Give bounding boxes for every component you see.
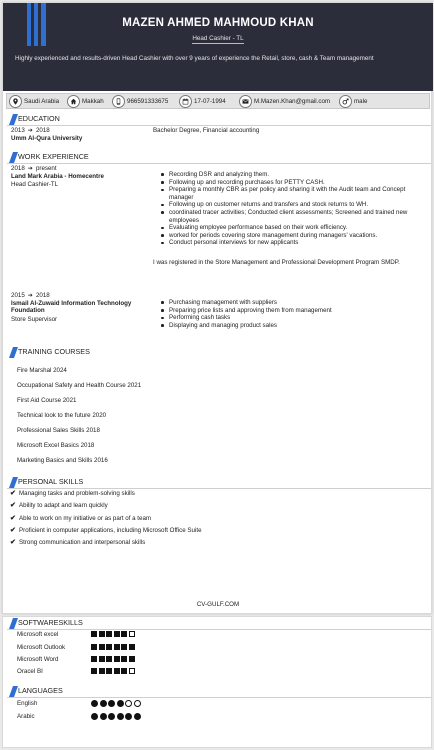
home-icon [67, 95, 80, 108]
rating-filled-marker [91, 656, 97, 662]
rating-empty-marker [125, 700, 132, 707]
rating-filled-marker [121, 644, 127, 650]
list-item: Conduct personal interviews for new applicants [153, 239, 423, 247]
section-languages-heading: LANGUAGES [7, 685, 431, 697]
rating-filled-marker [121, 631, 127, 637]
rating-filled-marker [108, 700, 115, 707]
email-icon [239, 95, 252, 108]
rating-filled-marker [121, 656, 127, 662]
software-skill-name: Microsoft Outlook [17, 644, 66, 651]
training-course: Marketing Basics and Skills 2016 [17, 457, 108, 464]
check-icon: ✔ [10, 527, 16, 534]
rating-filled-marker [106, 644, 112, 650]
education-dates: 2013 ➔ 2018 [11, 127, 50, 134]
list-item: Recording DSR and analyzing them. [153, 171, 423, 179]
rating-filled-marker [100, 713, 107, 720]
rating-filled-marker [117, 700, 124, 707]
resume-header [3, 3, 433, 91]
software-skill-name: Oracel BI [17, 668, 43, 675]
arrow-right-icon: ➔ [27, 127, 33, 134]
rating-filled-marker [91, 644, 97, 650]
job-duties-list [153, 299, 423, 329]
section-experience-heading: WORK EXPERIENCE [7, 151, 431, 163]
training-course: First Aid Course 2021 [17, 397, 77, 404]
gender-icon [339, 95, 352, 108]
rating-filled-marker [125, 713, 132, 720]
section-personal-skills-heading: PERSONAL SKILLS [7, 476, 431, 488]
rating-filled-marker [114, 668, 120, 674]
section-training-heading: TRAINING COURSES [7, 346, 431, 358]
rating-empty-marker [134, 700, 141, 707]
training-course: Microsoft Excel Basics 2018 [17, 442, 95, 449]
candidate-summary: Highly experienced and results-driven Head Cashier with over 9 years of experience the Retail, store, cash & Team management [15, 55, 374, 62]
phone-icon [112, 95, 125, 108]
software-skill-name: Microsoft Word [17, 656, 59, 663]
check-icon: ✔ [10, 539, 16, 546]
rating-filled-marker [99, 668, 105, 674]
list-item: Following up on customer returns and transfers and stock returns to WH. [153, 201, 423, 209]
section-education-heading: EDUCATION [7, 113, 431, 125]
rating-filled-marker [91, 713, 98, 720]
job-title: Head Cashier-TL [11, 181, 59, 188]
rating-filled-marker [134, 713, 141, 720]
resume-page-1: MAZEN AHMED MAHMOUD KHAN Head Cashier - TL Highly experienced and results-driven Head Cashier with over 9 years of experience the Retail, store, cash & Team management Saudi Arabia Makkah 966591333675 17-07-1994 M.Mazen.Khan@gmail.com male EDUCATION 2013 ➔ 2018 Umm Al-Qura University Bachelor Degree, Financial accounting WORK EXPERIENCE 2018 ➔ present Land Mark Arabia - Homecentre Head Cashier-TL Recording DSR and analyzing them. Following up and recording purchases for PETTY CASH. Preparing a monthly CBR as per policy and sharing it with the Audit team and Concept manager Following up on customer returns and transfers and stock returns to WH. coordinated tracer activities; Conducted client assessments; Screened and trained new employees Evaluating employee performance based on their work efficiency. worked for periods covering store management during managers' vacations. Conduct personal interviews for new applicants I was registered in the Store Management and Professional Development Program SMDP. 2015 ➔ 2018 Ismail Al-Zuwaid Information Technology Foundation Store Supervisor Purchasing management with suppliers Preparing price lists and approving them from management Performing cash tasks Displaying and managing product sales TRAINING COURSES Fire Marshal 2024 Occupational Safety and Health Course 2021 First Aid Course 2021 Technical look to the future 2020 Professional Sales Skills 2018 Microsoft Excel Basics 2018 Marketing Basics and Skills 2016 PERSONAL SKILLS ✔ Managing tasks and problem-solving skills ✔ Ability to adapt and learn quickly ✔ Able to work on my initiative or as part of a team ✔ Proficient in computer applications, including Microsoft Office Suite ✔ Strong communication and interpersonal skills CV-GULF.COM [2, 2, 432, 614]
rating-empty-marker [129, 631, 135, 637]
software-skill-name: Microsoft excel [17, 631, 59, 638]
rating-filled-marker [99, 656, 105, 662]
rating-filled-marker [106, 668, 112, 674]
rating-filled-marker [106, 656, 112, 662]
arrow-right-icon: ➔ [27, 165, 33, 172]
contact-bar: Saudi Arabia Makkah 966591333675 17-07-1994 M.Mazen.Khan@gmail.com male [6, 93, 430, 109]
rating-filled-marker [91, 631, 97, 637]
rating-filled-marker [114, 656, 120, 662]
training-course: Fire Marshal 2024 [17, 367, 67, 374]
job-company: Ismail Al-Zuwaid Information Technology [11, 300, 132, 307]
rating-filled-marker [108, 713, 115, 720]
job-dates: 2018 ➔ present [11, 165, 57, 172]
list-item: Preparing price lists and approving them from management [153, 307, 423, 315]
resume-page-2 [2, 616, 432, 748]
training-course: Professional Sales Skills 2018 [17, 427, 100, 434]
page-footer: CV-GULF.COM [196, 601, 240, 608]
rating-filled-marker [129, 656, 135, 662]
rating-filled-marker [121, 668, 127, 674]
rating-filled-marker [100, 700, 107, 707]
rating-filled-marker [91, 668, 97, 674]
rating-filled-marker [114, 631, 120, 637]
rating-filled-marker [99, 644, 105, 650]
rating-filled-marker [114, 644, 120, 650]
calendar-icon [179, 95, 192, 108]
language-name: English [17, 700, 38, 707]
list-item: Purchasing management with suppliers [153, 299, 423, 307]
list-item: coordinated tracer activities; Conducted client assessments; Screened and trained new employees [153, 209, 423, 224]
list-item: worked for periods covering store management during managers' vacations. [153, 232, 423, 240]
check-icon: ✔ [10, 502, 16, 509]
location-icon [9, 95, 22, 108]
education-school: Umm Al-Qura University [11, 135, 83, 142]
rating-filled-marker [106, 631, 112, 637]
rating-filled-marker [99, 631, 105, 637]
list-item: Performing cash tasks [153, 314, 423, 322]
training-course: Technical look to the future 2020 [17, 412, 107, 419]
list-item: Preparing a monthly CBR as per policy and sharing it with the Audit team and Concept manager [153, 186, 423, 201]
rating-filled-marker [129, 644, 135, 650]
job-dates: 2015 ➔ 2018 [11, 292, 50, 299]
check-icon: ✔ [10, 515, 16, 522]
check-icon: ✔ [10, 490, 16, 497]
job-duties-list [153, 171, 423, 247]
list-item: Displaying and managing product sales [153, 322, 423, 330]
job-company: Land Mark Arabia - Homecentre [11, 173, 104, 180]
candidate-role: Head Cashier - TL [192, 35, 244, 42]
rating-filled-marker [91, 700, 98, 707]
candidate-name: MAZEN AHMED MAHMOUD KHAN [122, 17, 314, 29]
job-note: I was registered in the Store Management and Professional Development Program SMDP. [153, 259, 400, 266]
training-course: Occupational Safety and Health Course 2021 [17, 382, 142, 389]
list-item: Evaluating employee performance based on their work efficiency. [153, 224, 423, 232]
section-software-skills-heading: SOFTWARESKILLS [7, 617, 431, 629]
list-item: Following up and recording purchases for PETTY CASH. [153, 179, 423, 187]
rating-filled-marker [117, 713, 124, 720]
education-degree: Bachelor Degree, Financial accounting [153, 127, 260, 134]
language-name: Arabic [17, 713, 35, 720]
job-title: Store Supervisor [11, 316, 58, 323]
rating-empty-marker [129, 668, 135, 674]
arrow-right-icon: ➔ [27, 292, 33, 299]
job-company: Foundation [11, 307, 45, 314]
